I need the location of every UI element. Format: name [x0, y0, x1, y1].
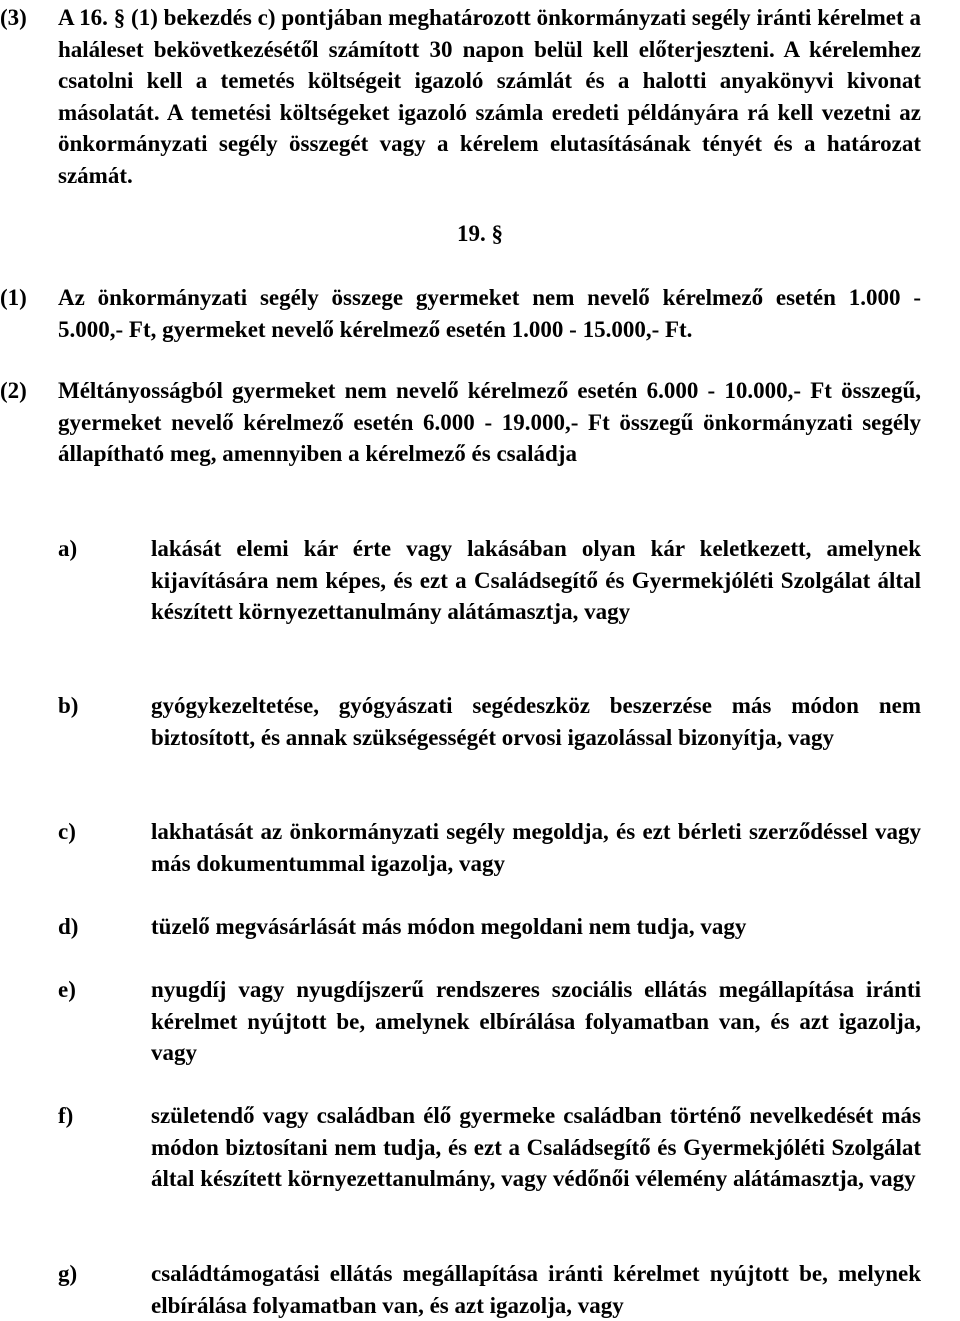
list-item-text: családtámogatási ellátás megállapítása iránti kérelmet nyújtott be, melynek elbírálása folyamatban van, és azt igazolja, vagy: [151, 1261, 921, 1318]
paragraph-text: Az önkormányzati segély összege gyermeket nem nevelő kérelmező esetén 1.000 - 5.000,- Ft, gyermeket nevelő kérelmező esetén 1.000 - 15.000,- Ft.: [58, 285, 921, 342]
list-item-label: c): [58, 819, 76, 844]
list-item-text: tüzelő megvásárlását más módon megoldani nem tudja, vagy: [151, 914, 747, 939]
list-item-label: b): [58, 693, 79, 718]
paragraph-text: Méltányosságból gyermeket nem nevelő kérelmező esetén 6.000 - 10.000,- Ft összegű, gyermeket nevelő kérelmező esetén 6.000 - 19.000,- Ft összegű önkormányzati segély állapítható meg, amennyiben a kérelmező és családja: [58, 378, 921, 466]
paragraph-number: (2): [0, 378, 27, 403]
list-item-label: g): [58, 1261, 78, 1286]
list-item-text: gyógykezeltetése, gyógyászati segédeszköz beszerzése más módon nem biztosított, és annak szükségességét orvosi igazolással bizonyítja, vagy: [151, 693, 921, 750]
list-item-label: a): [58, 536, 78, 561]
paragraph-number: (1): [0, 285, 27, 310]
section-heading-text: 19. §: [457, 221, 503, 246]
list-item-text: lakását elemi kár érte vagy lakásában olyan kár keletkezett, amelynek kijavítására nem képes, és ezt a Családsegítő és Gyermekjóléti Szolgálat által készített környezettanulmány alátámasztja, vagy: [151, 536, 921, 624]
paragraph-text: A 16. § (1) bekezdés c) pontjában meghatározott önkormányzati segély iránti kérelmet a haláleset bekövetkezésétől számított 30 napon belül kell előterjeszteni. A kérelemhez csatolni kell a temetés költségeit igazoló számlát és a halotti anyakönyvi kivonat másolatát. A temetési költségeket igazoló számla eredeti példányára rá kell vezetni az önkormányzati segély összegét vagy a kérelem elutasításának tényét és a határozat számát.: [58, 5, 921, 188]
list-item-text: lakhatását az önkormányzati segély megoldja, és ezt bérleti szerződéssel vagy más dokumentummal igazolja, vagy: [151, 819, 921, 876]
paragraph-number: (3): [0, 5, 27, 30]
list-item-label: f): [58, 1103, 74, 1128]
list-item-text: nyugdíj vagy nyugdíjszerű rendszeres szociális ellátás megállapítása iránti kérelmet nyújtott be, amelynek elbírálása folyamatban van, és azt igazolja, vagy: [151, 977, 921, 1065]
list-item-text: születendő vagy családban élő gyermeke családban történő nevelkedését más módon biztosítani nem tudja, és ezt a Családsegítő és Gyermekjóléti Szolgálat által készített környezettanulmány, vagy védőnői vélemény alátámasztja, vagy: [151, 1103, 921, 1191]
list-item-label: e): [58, 977, 76, 1002]
list-item-label: d): [58, 914, 79, 939]
